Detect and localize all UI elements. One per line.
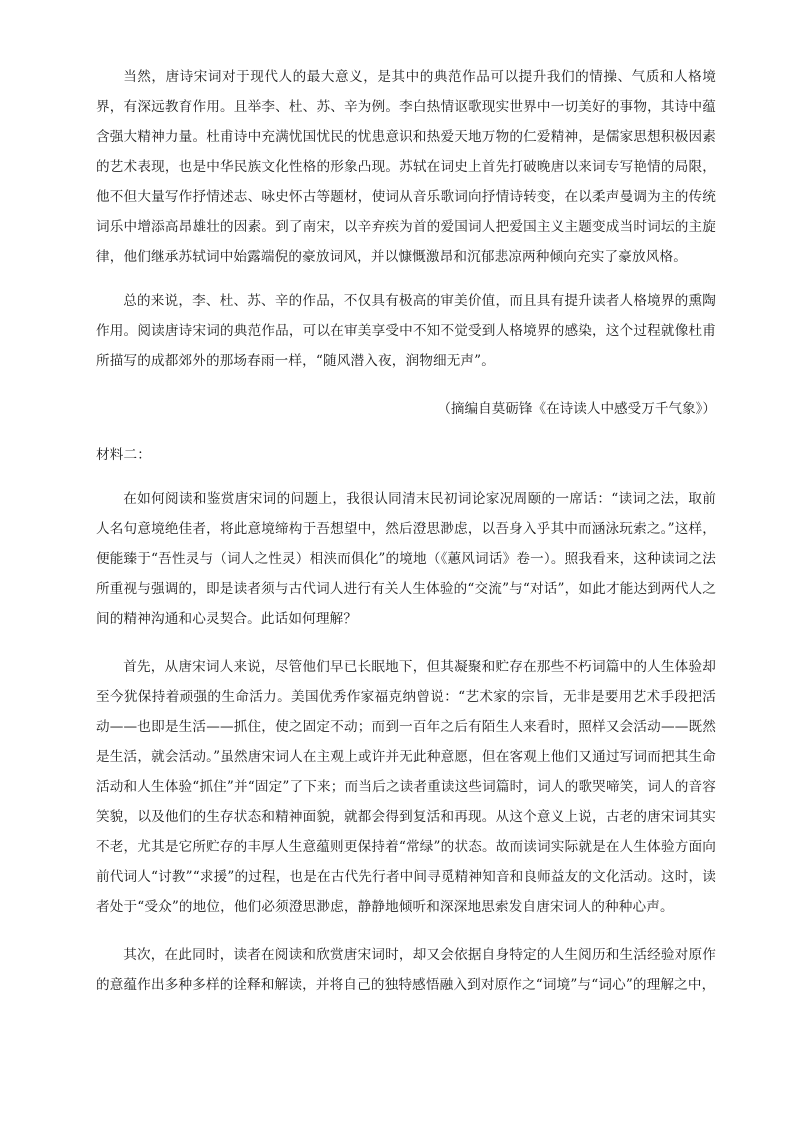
paragraph-5: 其次，在此同时，读者在阅读和欣赏唐宋词时，却又会依据自身特定的人生阅历和生活经验对原作的意蕴作出多种多样的诠释和解读，并将自己的独特感悟融入到对原作之“词境”与“词心”的理解之中，: [96, 947, 716, 993]
paragraph-1: 当然，唐诗宋词对于现代人的最大意义，是其中的典范作品可以提升我们的情操、气质和人格境界，有深远教育作用。且举李、杜、苏、辛为例。李白热情讴歌现实世界中一切美好的事物，其诗中蕴含强大精神力量。杜甫诗中充满忧国忧民的忧患意识和热爱天地万物的仁爱精神，是儒家思想积极因素的艺术表现，也是中华民族文化性格的形象凸现。苏轼在词史上首先打破晚唐以来词专写艳情的局限，他不但大量写作抒情述志、咏史怀古等题材，使词从音乐歌词向抒情诗转变，在以柔声曼调为主的传统词乐中增添高昂雄壮的因素。到了南宋，以辛弃疾为首的爱国词人把爱国主义主题变成当时词坛的主旋律，他们继承苏轼词中始露端倪的豪放词风，并以慷慨激昂和沉郁悲凉两种倾向充实了豪放风格。: [96, 69, 716, 265]
paragraph-3: 在如何阅读和鉴赏唐宋词的问题上，我很认同清末民初词论家况周颐的一席话：“读词之法，取前人名句意境绝佳者，将此意境缔构于吾想望中，然后澄思渺虑，以吾身入乎其中而涵泳玩索之。”这样，便能臻于“吾性灵与（词人之性灵）相浃而俱化”的境地（《蕙风词话》卷一）。照我看来，这种读词之法所重视与强调的，即是读者须与古代词人进行有关人生体验的“交流”与“对话”，如此才能达到两代人之间的精神沟通和心灵契合。此话如何理解？: [96, 491, 716, 627]
source-citation: （摘编自莫砺锋《在诗读人中感受万千气象》）: [437, 401, 716, 417]
paragraph-2: 总的来说，李、杜、苏、辛的作品，不仅具有极高的审美价值，而且具有提升读者人格境界的熏陶作用。阅读唐诗宋词的典范作品，可以在审美享受中不知不觉受到人格境界的感染，这个过程就像杜甫所描写的成都郊外的那场春雨一样，“随风潜入夜，润物细无声”。: [96, 293, 716, 369]
section-heading: 材料二：: [96, 447, 151, 463]
paragraph-4: 首先，从唐宋词人来说，尽管他们早已长眠地下，但其凝聚和贮存在那些不朽词篇中的人生体验却至今犹保持着顽强的生命活力。美国优秀作家福克纳曾说：“艺术家的宗旨，无非是要用艺术手段把活动——也即是生活——抓住，使之固定不动；而到一百年之后有陌生人来看时，照样又会活动——既然是生活，就会活动。”虽然唐宋词人在主观上或许并无此种意愿，但在客观上他们又通过写词而把其生命活动和人生体验“抓住”并“固定”了下来；而当后之读者重读这些词篇时，词人的歌哭啼笑，词人的音容笑貌，以及他们的生存状态和精神面貌，就都会得到复活和再现。从这个意义上说，古老的唐宋词其实不老，尤其是它所贮存的丰厚人生意蕴则更保持着“常绿”的状态。故而读词实际就是在人生体验方面向前代词人“讨教”“求援”的过程，也是在古代先行者中间寻觅精神知音和良师益友的文化活动。这时，读者处于“受众”的地位，他们必须澄思渺虑，静静地倾听和深深地思索发自唐宋词人的种种心声。: [96, 659, 716, 915]
